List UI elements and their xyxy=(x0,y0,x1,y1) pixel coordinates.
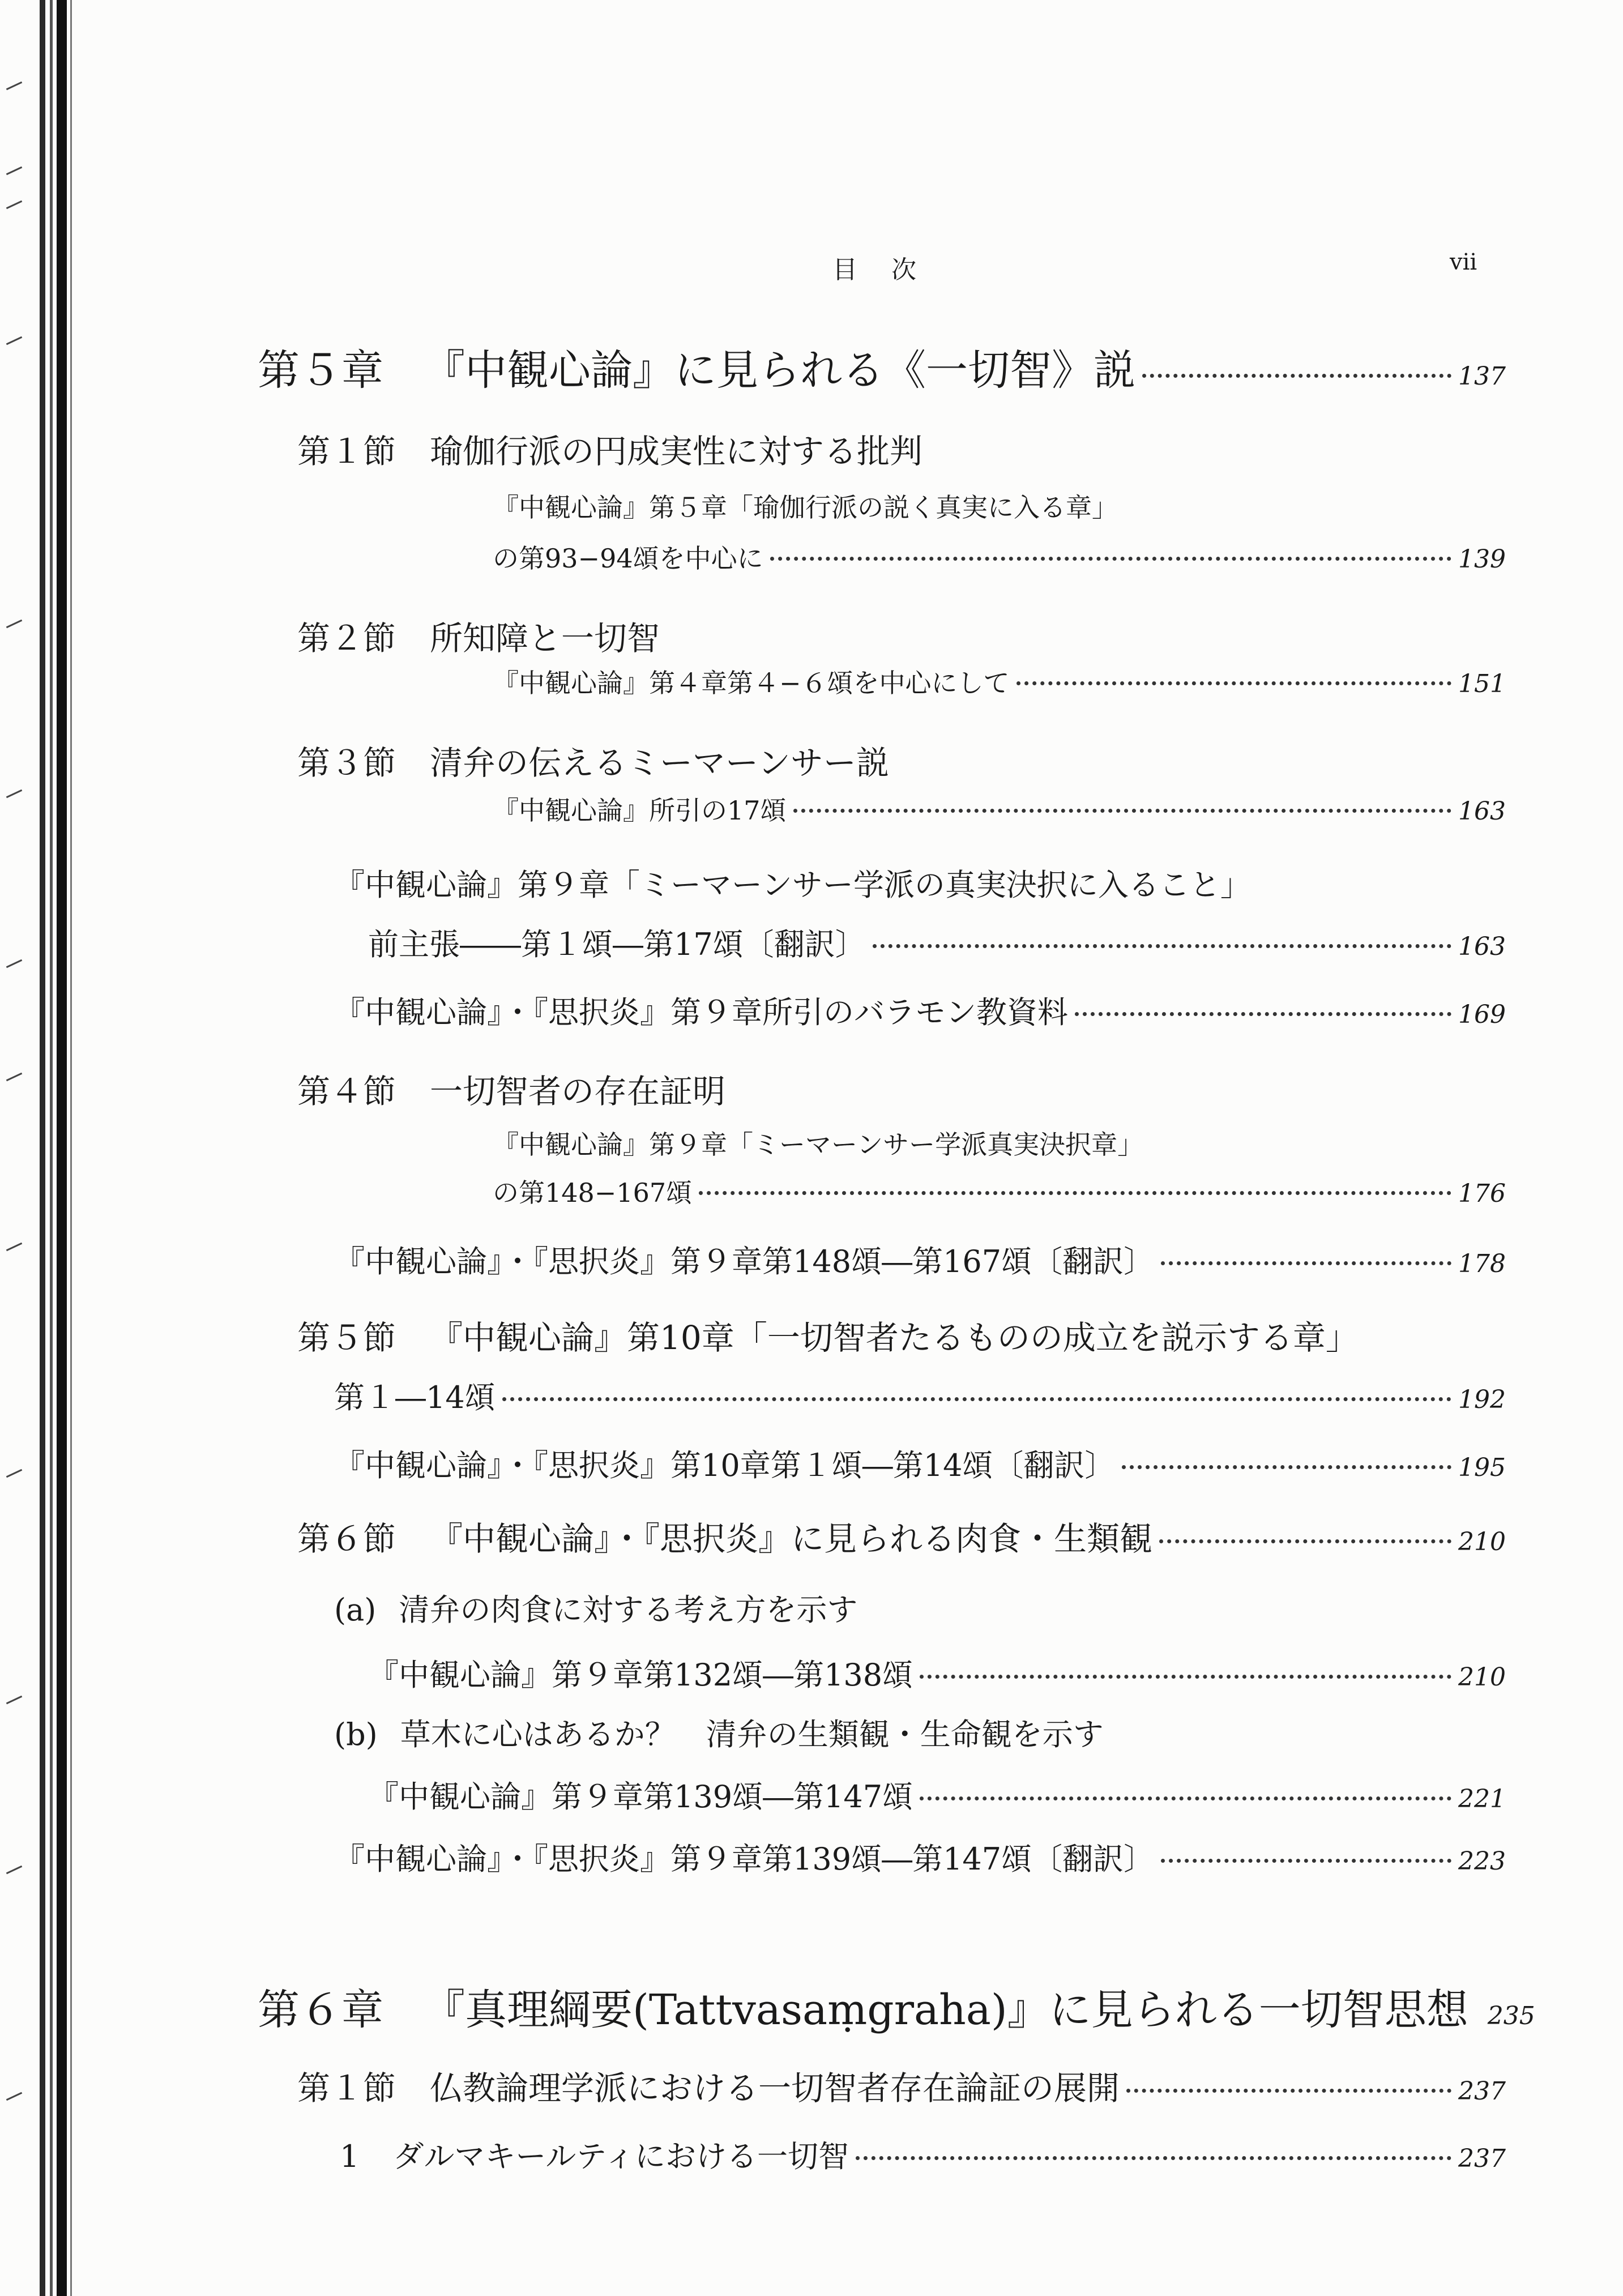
toc-entry[interactable] xyxy=(493,663,1504,700)
leader-dots xyxy=(873,944,1451,948)
entry-title: 『中観心論』第９章第139頌―第147頌 xyxy=(368,1779,913,1815)
entry-title: 『中観心論』所引の17頌 xyxy=(493,795,787,826)
toc-entry[interactable] xyxy=(368,1773,1504,1816)
toc-entry[interactable] xyxy=(493,1124,1504,1162)
item-marker: (a) xyxy=(334,1592,377,1628)
leader-dots xyxy=(1159,1539,1451,1543)
header-page-number: vii xyxy=(1450,249,1477,275)
toc-section-6[interactable] xyxy=(297,1512,1504,1560)
leader-dots xyxy=(856,2156,1451,2160)
entry-title: 第１―14頌 xyxy=(334,1380,496,1415)
section-number: 第４節 xyxy=(297,1072,396,1111)
section-title: 所知障と一切智 xyxy=(430,619,660,658)
toc-section-2[interactable] xyxy=(297,612,1504,659)
scan-edge-marks xyxy=(6,0,28,2296)
page-number: 192 xyxy=(1458,1385,1506,1414)
page-number: 237 xyxy=(1458,2144,1506,2173)
entry-title: の第93−94頌を中心に xyxy=(493,543,763,574)
page-number: 163 xyxy=(1458,797,1506,826)
toc-chapter-6-section-1[interactable] xyxy=(297,2062,1504,2109)
leader-dots xyxy=(920,1796,1451,1800)
page-number: 137 xyxy=(1458,362,1506,391)
toc-entry[interactable] xyxy=(334,1237,1504,1281)
page-number: 151 xyxy=(1458,669,1506,698)
leader-dots xyxy=(1126,2089,1451,2093)
section-number: 第５節 xyxy=(297,1318,396,1357)
page-number: 223 xyxy=(1458,1847,1506,1876)
leader-dots xyxy=(1075,1012,1451,1016)
leader-dots xyxy=(1142,374,1451,378)
page-number: 235 xyxy=(1487,2001,1535,2030)
leader-dots xyxy=(793,809,1451,813)
section-title: 仏教論理学派における一切智者存在論証の展開 xyxy=(430,2069,1120,2107)
entry-title: 『中観心論』・『思択炎』第９章第139頌―第147頌〔翻訳〕 xyxy=(334,1841,1155,1877)
toc-entry[interactable] xyxy=(340,2132,1504,2176)
section-title: 『中観心論』・『思択炎』に見られる肉食・生類観 xyxy=(430,1520,1153,1558)
section-number: 第６節 xyxy=(297,1520,396,1558)
page-number: 210 xyxy=(1458,1663,1506,1692)
page-number: 237 xyxy=(1458,2077,1506,2106)
entry-title: 『中観心論』第９章第132頌―第138頌 xyxy=(368,1657,913,1693)
toc-section-4[interactable] xyxy=(297,1065,1504,1112)
leader-dots xyxy=(770,557,1451,561)
entry-title: 清弁の肉食に対する考え方を示す xyxy=(399,1592,858,1628)
toc-entry[interactable] xyxy=(493,538,1504,575)
entry-title: 『中観心論』第９章「ミーマーンサー学派真実決択章」 xyxy=(493,1129,1144,1160)
entry-title: 『中観心論』第５章「瑜伽行派の説く真実に入る章」 xyxy=(493,492,1118,523)
page-number: 178 xyxy=(1458,1249,1506,1278)
toc-entry[interactable] xyxy=(334,1586,1504,1629)
entry-title: 『中観心論』第４章第４−６頌を中心にして xyxy=(493,668,1010,698)
chapter-title: 『真理綱要(Tattvasaṃgraha)』に見られる一切智思想 xyxy=(423,1986,1468,2034)
toc-chapter-6[interactable] xyxy=(258,1977,1535,2037)
chapter-title: 『中観心論』に見られる《一切智》説 xyxy=(423,346,1135,395)
leader-dots xyxy=(502,1397,1451,1401)
entry-title: 前主張――第１頌―第17頌〔翻訳〕 xyxy=(368,927,866,962)
section-number: 第３節 xyxy=(297,744,396,782)
leader-dots xyxy=(1161,1261,1451,1265)
entry-title: ダルマキールティにおける一切智 xyxy=(393,2139,849,2174)
entry-title: 『中観心論』・『思択炎』第10章第１頌―第14頌〔翻訳〕 xyxy=(334,1448,1116,1483)
toc-entry[interactable] xyxy=(334,1835,1504,1879)
section-title: 清弁の伝えるミーマーンサー説 xyxy=(430,744,889,782)
toc-entry[interactable] xyxy=(368,1651,1504,1695)
entry-title: 『中観心論』第９章「ミーマーンサー学派の真実決択に入ること」 xyxy=(334,867,1251,903)
toc-section-5[interactable] xyxy=(297,1311,1504,1359)
page-number: 163 xyxy=(1458,932,1506,961)
item-marker: (b) xyxy=(334,1717,378,1752)
toc-entry[interactable] xyxy=(368,920,1504,964)
chapter-number: 第５章 xyxy=(258,346,383,395)
section-title: 『中観心論』第10章「一切智者たるものの成立を説示する章」 xyxy=(430,1318,1359,1357)
leader-dots xyxy=(1122,1465,1451,1469)
toc-chapter-5[interactable] xyxy=(258,337,1504,397)
page-number: 176 xyxy=(1458,1179,1506,1208)
entry-title: 草木に心はあるか？ 清弁の生類観・生命観を示す xyxy=(400,1717,1104,1752)
header-title: 目次 xyxy=(832,255,950,284)
toc-section-3[interactable] xyxy=(297,736,1504,784)
toc-entry[interactable] xyxy=(334,988,1504,1032)
toc-section-1[interactable] xyxy=(297,425,1504,472)
page-number: 139 xyxy=(1458,545,1506,574)
page-number: 169 xyxy=(1458,1000,1506,1029)
page-number: 195 xyxy=(1458,1453,1506,1482)
leader-dots xyxy=(699,1191,1451,1195)
section-number: 第１節 xyxy=(297,432,396,471)
section-title: 瑜伽行派の円成実性に対する批判 xyxy=(430,432,923,471)
toc-entry[interactable] xyxy=(334,1710,1504,1754)
chapter-number: 第６章 xyxy=(258,1986,383,2034)
toc-entry[interactable] xyxy=(493,790,1504,827)
page-number: 221 xyxy=(1458,1785,1506,1813)
toc-entry[interactable] xyxy=(493,1172,1504,1210)
section-number: 第２節 xyxy=(297,619,396,658)
leader-dots xyxy=(1161,1859,1451,1863)
item-number: 1 xyxy=(340,2139,360,2174)
section-number: 第１節 xyxy=(297,2069,396,2107)
page-number: 210 xyxy=(1458,1527,1506,1556)
leader-dots xyxy=(920,1675,1451,1679)
toc-entry[interactable] xyxy=(334,1441,1504,1485)
section-title: 一切智者の存在証明 xyxy=(430,1072,726,1111)
toc-entry[interactable] xyxy=(334,861,1504,904)
toc-entry[interactable] xyxy=(493,487,1504,524)
running-header xyxy=(0,249,1623,289)
leader-dots xyxy=(1016,681,1451,685)
entry-title: 『中観心論』・『思択炎』第９章第148頌―第167頌〔翻訳〕 xyxy=(334,1244,1155,1279)
book-binding-edge xyxy=(40,0,74,2296)
toc-entry[interactable] xyxy=(334,1373,1504,1417)
entry-title: の第148−167頌 xyxy=(493,1177,693,1208)
entry-title: 『中観心論』・『思択炎』第９章所引のバラモン教資料 xyxy=(334,995,1068,1030)
